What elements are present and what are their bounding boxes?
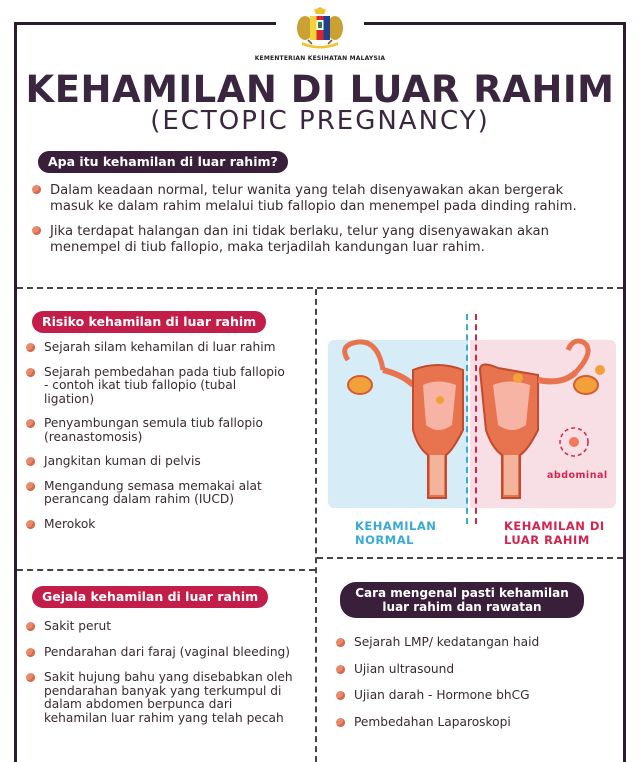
ectopic-label: KEHAMILAN DI LUAR RAHIM [504, 519, 605, 547]
symptoms-list [24, 620, 294, 725]
risk-text: Merokok [44, 516, 96, 531]
bullet-icon [32, 185, 41, 194]
ministry-name: KEMENTERIAN KESIHATAN MALAYSIA [254, 55, 386, 62]
diagnosis-item [334, 636, 619, 650]
bullet-icon [26, 368, 35, 377]
risk-item [24, 366, 289, 407]
bullet-icon [336, 691, 345, 700]
intro-heading: Apa itu kehamilan di luar rahim? [38, 151, 288, 173]
symptom-text: Sakit hujung bahu yang disebabkan oleh pendarahan banyak yang terkumpul di dalam abdomen berpunca dari kehamilan luar rahim yang telah pecah [44, 670, 293, 725]
bullet-icon [336, 638, 345, 647]
symptom-text: Pendarahan dari faraj (vaginal bleeding) [44, 644, 291, 659]
diagnosis-item [334, 716, 619, 730]
symptom-text: Sakit perut [44, 619, 112, 633]
bullet-icon [26, 419, 35, 428]
coat-of-arms-logo [294, 6, 346, 52]
normal-uterus-icon [345, 342, 463, 498]
diagnosis-list [334, 636, 619, 729]
left-column-divider [17, 569, 315, 571]
bullet-icon [26, 457, 35, 466]
right-column-divider [317, 557, 623, 559]
intro-point [30, 183, 600, 214]
bullet-icon [26, 520, 35, 529]
risks-heading: Risiko kehamilan di luar rahim [32, 311, 266, 333]
risk-item [24, 341, 289, 355]
risk-item [24, 518, 289, 532]
risk-text: Penyambungan semula tiub fallopio (reanastomosis) [44, 416, 263, 444]
column-divider [315, 289, 317, 762]
bullet-icon [32, 226, 41, 235]
bullet-icon [336, 718, 345, 727]
diagnosis-text: Ujian darah - Hormone bhCG [354, 688, 530, 702]
bullet-icon [26, 482, 35, 491]
diagnosis-text: Pembedahan Laparoskopi [354, 714, 511, 729]
diagnosis-item [334, 689, 619, 703]
section-divider [17, 287, 623, 289]
symptom-item [24, 620, 294, 634]
risk-text: Jangkitan kuman di pelvis [44, 454, 201, 468]
diagnosis-item [334, 663, 619, 677]
diagnosis-heading: Cara mengenal pasti kehamilan luar rahim dan rawatan [340, 582, 584, 618]
symptom-item [24, 671, 294, 725]
intro-point-text: Dalam keadaan normal, telur wanita yang telah disenyawakan akan bergerak masuk ke dalam rahim melalui tiub fallopio dan menempel pada dinding rahim. [50, 183, 577, 214]
intro-point [30, 224, 600, 255]
symptoms-heading: Gejala kehamilan di luar rahim [32, 586, 268, 608]
risk-text: Sejarah pembedahan pada tiub fallopio - contoh ikat tiub fallopio (tubal ligation) [44, 364, 285, 406]
risk-text: Sejarah silam kehamilan di luar rahim [44, 340, 276, 354]
bullet-icon [26, 673, 35, 682]
risk-item [24, 455, 289, 469]
bullet-icon [336, 665, 345, 674]
diagnosis-text: Ujian ultrasound [354, 661, 455, 676]
intro-point-text: Jika terdapat halangan dan ini tidak berlaku, telur yang disenyawakan akan menempel di tiub fallopio, maka terjadilah kandungan luar rahim. [50, 224, 549, 255]
abdominal-label: abdominal [547, 470, 608, 481]
page-title: KEHAMILAN DI LUAR RAHIM [25, 68, 615, 111]
symptom-item [24, 646, 294, 660]
uterus-illustration [328, 330, 618, 510]
page-subtitle: (ECTOPIC PREGNANCY) [150, 106, 490, 136]
intro-list [30, 183, 600, 255]
risk-text: Mengandung semasa memakai alat perancang dalam rahim (IUCD) [44, 478, 262, 506]
bullet-icon [26, 648, 35, 657]
risk-item [24, 480, 289, 507]
normal-label: KEHAMILAN NORMAL [355, 519, 437, 547]
bullet-icon [26, 622, 35, 631]
risks-list [24, 341, 289, 531]
bullet-icon [26, 343, 35, 352]
diagnosis-text: Sejarah LMP/ kedatangan haid [354, 635, 540, 649]
risk-item [24, 417, 289, 444]
